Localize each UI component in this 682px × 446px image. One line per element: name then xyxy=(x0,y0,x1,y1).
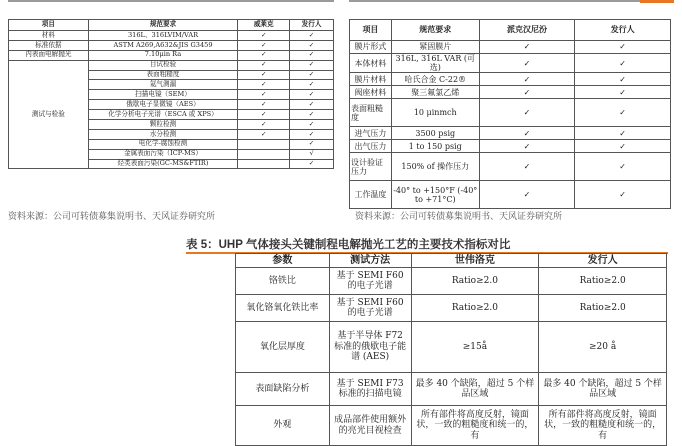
electropolish-comparison-table xyxy=(235,253,667,446)
accent-bar xyxy=(640,0,674,3)
right-table-top-rule xyxy=(349,0,671,2)
check-cell: ✓ xyxy=(290,50,334,60)
check-cell: ✓ xyxy=(575,54,671,73)
table-row xyxy=(236,406,667,446)
header-cell: 派克汉尼汾 xyxy=(479,20,575,41)
value-cell: Ratio≥2.0 xyxy=(539,268,667,295)
left-table-top-rule xyxy=(8,0,334,2)
value-cell: Ratio≥2.0 xyxy=(411,295,539,322)
check-cell: ✓ xyxy=(238,129,290,139)
requirement-cell: ASTM A269,A632&JIS G3459 xyxy=(88,40,238,50)
requirement-cell: 10 μinmch xyxy=(391,99,479,127)
requirement-cell: 氦气测漏 xyxy=(88,80,238,90)
item-cell: 标准依据 xyxy=(9,40,89,50)
value-cell: Ratio≥2.0 xyxy=(411,268,539,295)
right-spec-table xyxy=(349,19,671,209)
header-cell: 发行人 xyxy=(575,20,671,41)
check-cell: ✓ xyxy=(479,140,575,153)
check-cell: ✓ xyxy=(290,139,334,149)
method-cell: 基于半导体 F72 标准的俄歇电子能谱 (AES) xyxy=(329,322,411,373)
header-cell: 参数 xyxy=(236,254,330,268)
method-cell: 基于 SEMI F73 标准的扫描电镜 xyxy=(329,373,411,406)
item-cell: 设计验证压力 xyxy=(350,153,392,181)
check-cell: ✓ xyxy=(238,40,290,50)
item-cell: 本体材料 xyxy=(350,54,392,73)
header-cell: 规范要求 xyxy=(88,20,238,31)
check-cell: ✓ xyxy=(238,50,290,60)
item-cell: 进气压力 xyxy=(350,127,392,140)
check-cell: ✓ xyxy=(290,110,334,120)
check-cell xyxy=(238,159,290,169)
check-cell: ✓ xyxy=(479,99,575,127)
check-cell: ✓ xyxy=(479,41,575,54)
check-cell: ✓ xyxy=(290,100,334,110)
method-cell: 成品部件使用额外的亮光目视检查 xyxy=(329,406,411,446)
requirement-cell: 7.10μin Ra xyxy=(88,50,238,60)
check-cell: ✓ xyxy=(238,80,290,90)
check-cell: ✓ xyxy=(238,31,290,41)
header-cell: 项目 xyxy=(9,20,89,31)
check-cell: ✓ xyxy=(575,181,671,209)
check-cell: ✓ xyxy=(290,159,334,169)
check-cell: ✓ xyxy=(290,70,334,80)
table-header-row xyxy=(350,20,671,41)
source-note-right: 资料来源：公司可转债募集说明书、天风证券研究所 xyxy=(355,211,563,221)
requirement-cell: 金属表面污染（ICP-MS） xyxy=(88,149,238,159)
check-cell: ✓ xyxy=(479,54,575,73)
check-cell: ✓ xyxy=(575,127,671,140)
header-cell: 世伟洛克 xyxy=(411,254,539,268)
check-cell: ✓ xyxy=(575,41,671,54)
check-cell: ✓ xyxy=(479,153,575,181)
table-row xyxy=(350,181,671,209)
requirement-cell: 水分检测 xyxy=(88,129,238,139)
table-row xyxy=(350,41,671,54)
header-cell: 项目 xyxy=(350,20,392,41)
item-cell: 阀座材料 xyxy=(350,86,392,99)
requirement-cell: 紧固膜片 xyxy=(391,41,479,54)
requirement-cell: 烃类表面污染(GC-MS&FTIR) xyxy=(88,159,238,169)
requirement-cell: 目试检验 xyxy=(88,60,238,70)
param-cell: 氧化层厚度 xyxy=(236,322,330,373)
method-cell: 基于 SEMI F60 的电子光谱 xyxy=(329,268,411,295)
item-cell: 膜片材料 xyxy=(350,73,392,86)
table-header-row xyxy=(9,20,334,31)
check-cell: ✓ xyxy=(290,90,334,100)
value-cell: 所有部件将高度反射，镜面状，一致的粗糙度和统一的，有 xyxy=(539,406,667,446)
table-row xyxy=(9,50,334,60)
header-cell: 测试方法 xyxy=(329,254,411,268)
item-cell: 工作温度 xyxy=(350,181,392,209)
table-row xyxy=(350,54,671,73)
requirement-cell: 聚三氟氯乙烯 xyxy=(391,86,479,99)
check-cell: ✓ xyxy=(479,181,575,209)
table-row xyxy=(236,373,667,406)
check-cell: ✓ xyxy=(479,127,575,140)
requirement-cell: 扫描电镜（SEM） xyxy=(88,90,238,100)
method-cell: 基于 SEMI F60 的电子光谱 xyxy=(329,295,411,322)
table-row xyxy=(350,73,671,86)
param-cell: 外观 xyxy=(236,406,330,446)
requirement-cell: 化学分析电子光谱（ESCA 或 XPS） xyxy=(88,110,238,120)
param-cell: 氧化铬氧化铁比率 xyxy=(236,295,330,322)
check-cell: ✓ xyxy=(238,120,290,130)
check-cell: ✓ xyxy=(238,100,290,110)
requirement-cell: 哈氏合金 C-22® xyxy=(391,73,479,86)
item-cell: 膜片形式 xyxy=(350,41,392,54)
table-row xyxy=(9,40,334,50)
requirement-cell: 1 to 150 psig xyxy=(391,140,479,153)
check-cell xyxy=(238,139,290,149)
check-cell: ✓ xyxy=(575,86,671,99)
requirement-cell: 颗粒检测 xyxy=(88,120,238,130)
check-cell: ✓ xyxy=(575,153,671,181)
table-row xyxy=(236,268,667,295)
table-header-row xyxy=(236,254,667,268)
check-cell: ✓ xyxy=(238,90,290,100)
check-cell: ✓ xyxy=(290,129,334,139)
table-row xyxy=(350,86,671,99)
item-cell: 内表面电解抛光 xyxy=(9,50,89,60)
check-cell: ✓ xyxy=(290,80,334,90)
check-cell: √ xyxy=(290,149,334,159)
check-cell: ✓ xyxy=(575,140,671,153)
group-label-cell: 测试与检验 xyxy=(9,60,89,169)
table-row xyxy=(236,295,667,322)
check-cell: ✓ xyxy=(290,31,334,41)
requirement-cell: 150% of 操作压力 xyxy=(391,153,479,181)
check-cell: ✓ xyxy=(238,110,290,120)
header-cell: 发行人 xyxy=(539,254,667,268)
value-cell: 最多 40 个缺陷，超过 5 个样品区域 xyxy=(539,373,667,406)
check-cell xyxy=(238,149,290,159)
requirement-cell: 3500 psig xyxy=(391,127,479,140)
param-cell: 表面缺陷分析 xyxy=(236,373,330,406)
header-cell: 发行人 xyxy=(290,20,334,31)
requirement-cell: 316L, 316L VAR (可选) xyxy=(391,54,479,73)
item-cell: 表面粗糙度 xyxy=(350,99,392,127)
value-cell: ≥20 å xyxy=(539,322,667,373)
item-cell: 材料 xyxy=(9,31,89,41)
check-cell: ✓ xyxy=(290,40,334,50)
value-cell: 所有部件将高度反射，镜面状，一致的粗糙度和统一的，有 xyxy=(411,406,539,446)
check-cell: ✓ xyxy=(479,86,575,99)
check-cell: ✓ xyxy=(238,60,290,70)
header-cell: 规范要求 xyxy=(391,20,479,41)
check-cell: ✓ xyxy=(290,60,334,70)
table-row xyxy=(350,153,671,181)
requirement-cell: 316L、316LVIM/VAR xyxy=(88,31,238,41)
requirement-cell: 俄歇电子显微镜（AES） xyxy=(88,100,238,110)
table-row xyxy=(236,322,667,373)
param-cell: 铬铁比 xyxy=(236,268,330,295)
table-row xyxy=(350,140,671,153)
requirement-cell: -40° to +150°F (-40° to +71°C) xyxy=(391,181,479,209)
item-cell: 出气压力 xyxy=(350,140,392,153)
requirement-cell: 表面粗糙度 xyxy=(88,70,238,80)
table-row xyxy=(9,31,334,41)
check-cell: ✓ xyxy=(290,120,334,130)
check-cell: ✓ xyxy=(479,73,575,86)
check-cell: ✓ xyxy=(575,73,671,86)
table-row xyxy=(350,99,671,127)
header-cell: 威莱克 xyxy=(238,20,290,31)
table-row xyxy=(9,60,334,70)
table-caption: 表 5：UHP 气体接头关键制程电解抛光工艺的主要技术指标对比 xyxy=(186,239,511,251)
check-cell: ✓ xyxy=(238,70,290,80)
table-row xyxy=(350,127,671,140)
source-note-left: 资料来源：公司可转债募集说明书、天风证券研究所 xyxy=(8,211,216,221)
requirement-cell: 电化学-腐蚀检测 xyxy=(88,139,238,149)
check-cell: ✓ xyxy=(575,99,671,127)
left-spec-table xyxy=(8,19,334,169)
value-cell: ≥15å xyxy=(411,322,539,373)
value-cell: 最多 40 个缺陷，超过 5 个样品区域 xyxy=(411,373,539,406)
value-cell: Ratio≥2.0 xyxy=(539,295,667,322)
